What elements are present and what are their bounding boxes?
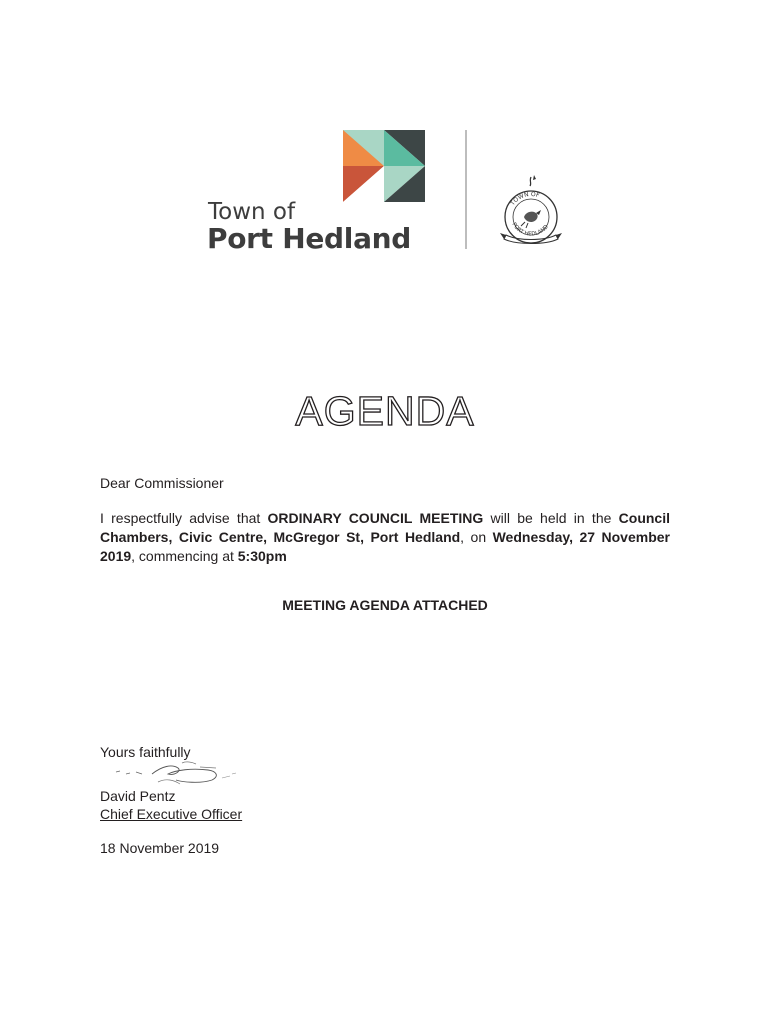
meeting-type: ORDINARY COUNCIL MEETING xyxy=(267,510,484,526)
handwritten-signature xyxy=(112,758,240,788)
town-crest-seal xyxy=(498,173,564,249)
meeting-date: Wednesday, 27 November 2019 xyxy=(100,529,670,564)
para-text-4: , commencing at xyxy=(131,548,238,564)
para-text-1: I respectfully advise that xyxy=(100,510,268,526)
logo-text-port-hedland: Port Hedland xyxy=(207,222,412,255)
meeting-notice-paragraph xyxy=(100,509,670,566)
svg-text:PORT HEDLAND: PORT HEDLAND xyxy=(510,221,550,238)
para-text-2: will be held in the xyxy=(483,510,619,526)
letter-date: 18 November 2019 xyxy=(100,840,220,856)
logo-divider xyxy=(465,130,467,249)
agenda-title: AGENDA xyxy=(295,388,475,434)
meeting-time: 5:30pm xyxy=(237,548,287,564)
salutation: Dear Commissioner xyxy=(100,475,224,491)
signatory-name: David Pentz xyxy=(100,788,176,804)
para-text-3: , on xyxy=(460,529,493,545)
meeting-location: Council Chambers, Civic Centre, McGregor St, Port Hedland xyxy=(100,510,670,545)
agenda-attached-notice: MEETING AGENDA ATTACHED xyxy=(282,597,488,613)
svg-text:TOWN OF: TOWN OF xyxy=(509,190,541,207)
signoff: Yours faithfully xyxy=(100,744,191,760)
signatory-role: Chief Executive Officer xyxy=(100,806,243,822)
logo-text-town-of: Town of xyxy=(208,199,296,225)
town-logo-mark xyxy=(343,130,425,202)
